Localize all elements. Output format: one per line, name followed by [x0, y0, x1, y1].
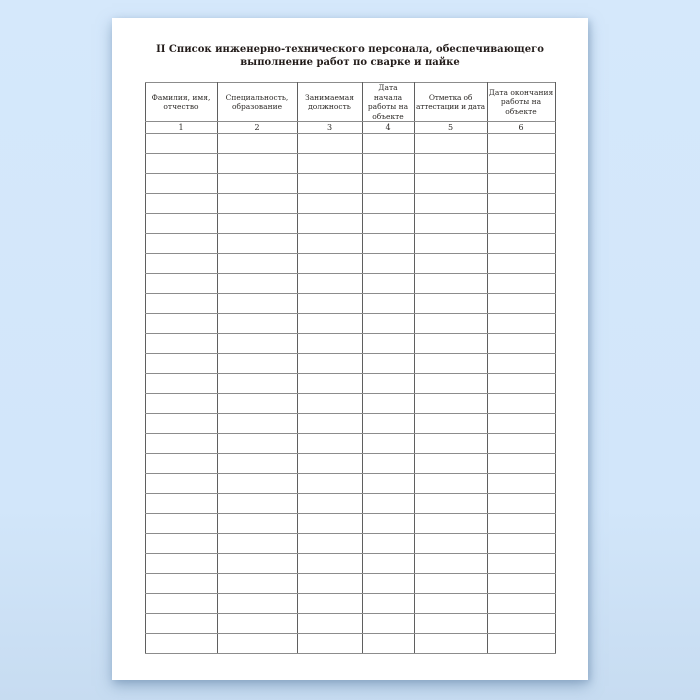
empty-cell: [297, 374, 362, 394]
empty-cell: [145, 334, 217, 354]
empty-cell: [145, 294, 217, 314]
empty-cell: [297, 334, 362, 354]
column-number-cell: 3: [297, 122, 362, 134]
empty-cell: [414, 534, 487, 554]
empty-cell: [362, 214, 414, 234]
empty-cell: [362, 194, 414, 214]
empty-cell: [297, 434, 362, 454]
empty-cell: [414, 254, 487, 274]
empty-cell: [297, 254, 362, 274]
empty-cell: [297, 414, 362, 434]
table-row: [145, 574, 555, 594]
empty-cell: [487, 154, 555, 174]
column-number-cell: 5: [414, 122, 487, 134]
empty-cell: [217, 514, 297, 534]
empty-cell: [217, 274, 297, 294]
empty-cell: [217, 354, 297, 374]
empty-cell: [487, 174, 555, 194]
empty-cell: [487, 194, 555, 214]
empty-cell: [145, 594, 217, 614]
empty-cell: [414, 154, 487, 174]
empty-cell: [362, 514, 414, 534]
empty-cell: [145, 474, 217, 494]
empty-cell: [362, 174, 414, 194]
table-row: [145, 534, 555, 554]
empty-cell: [414, 354, 487, 374]
empty-cell: [362, 134, 414, 154]
empty-cell: [145, 374, 217, 394]
empty-cell: [217, 374, 297, 394]
empty-cell: [145, 174, 217, 194]
empty-cell: [217, 414, 297, 434]
empty-cell: [145, 494, 217, 514]
column-header: Дата окончания работы на объекте: [487, 83, 555, 122]
empty-cell: [297, 634, 362, 654]
empty-cell: [487, 514, 555, 534]
empty-cell: [362, 574, 414, 594]
empty-cell: [487, 434, 555, 454]
empty-cell: [487, 614, 555, 634]
empty-cell: [217, 574, 297, 594]
empty-cell: [487, 314, 555, 334]
table-row: [145, 414, 555, 434]
empty-cell: [217, 454, 297, 474]
number-row: [145, 122, 555, 134]
empty-cell: [297, 614, 362, 634]
table-row: [145, 234, 555, 254]
table-row: [145, 514, 555, 534]
empty-cell: [362, 394, 414, 414]
empty-cell: [362, 274, 414, 294]
empty-cell: [297, 354, 362, 374]
empty-cell: [487, 474, 555, 494]
table-row: [145, 394, 555, 414]
empty-cell: [414, 474, 487, 494]
empty-cell: [362, 454, 414, 474]
empty-cell: [217, 134, 297, 154]
empty-cell: [414, 174, 487, 194]
empty-cell: [414, 334, 487, 354]
empty-cell: [297, 234, 362, 254]
empty-cell: [297, 594, 362, 614]
empty-cell: [217, 314, 297, 334]
empty-cell: [362, 414, 414, 434]
empty-cell: [297, 294, 362, 314]
empty-cell: [145, 454, 217, 474]
empty-cell: [297, 534, 362, 554]
empty-cell: [362, 614, 414, 634]
empty-cell: [145, 534, 217, 554]
empty-cell: [217, 214, 297, 234]
column-number-cell: 1: [145, 122, 217, 134]
table-row: [145, 174, 555, 194]
empty-cell: [414, 574, 487, 594]
empty-cell: [414, 494, 487, 514]
empty-cell: [297, 514, 362, 534]
empty-cell: [487, 134, 555, 154]
empty-cell: [145, 254, 217, 274]
empty-cell: [487, 454, 555, 474]
empty-cell: [487, 254, 555, 274]
empty-cell: [297, 394, 362, 414]
empty-cell: [145, 234, 217, 254]
empty-cell: [487, 374, 555, 394]
empty-cell: [217, 434, 297, 454]
empty-cell: [297, 454, 362, 474]
empty-cell: [145, 614, 217, 634]
empty-cell: [297, 214, 362, 234]
empty-cell: [414, 314, 487, 334]
table-row: [145, 254, 555, 274]
empty-cell: [362, 234, 414, 254]
empty-cell: [145, 554, 217, 574]
empty-cell: [217, 614, 297, 634]
table-row: [145, 154, 555, 174]
empty-cell: [362, 334, 414, 354]
table-row: [145, 294, 555, 314]
empty-cell: [487, 394, 555, 414]
empty-cell: [145, 634, 217, 654]
empty-cell: [217, 474, 297, 494]
table-body: [145, 134, 555, 654]
empty-cell: [362, 354, 414, 374]
empty-cell: [217, 174, 297, 194]
empty-cell: [487, 554, 555, 574]
empty-cell: [487, 294, 555, 314]
empty-cell: [217, 234, 297, 254]
table-row: [145, 314, 555, 334]
empty-cell: [414, 274, 487, 294]
empty-cell: [217, 194, 297, 214]
empty-cell: [145, 154, 217, 174]
empty-cell: [414, 194, 487, 214]
empty-cell: [297, 554, 362, 574]
empty-cell: [487, 274, 555, 294]
empty-cell: [414, 554, 487, 574]
empty-cell: [145, 514, 217, 534]
empty-cell: [487, 494, 555, 514]
empty-cell: [217, 334, 297, 354]
empty-cell: [362, 374, 414, 394]
column-header: Специальность, образование: [217, 83, 297, 122]
empty-cell: [145, 394, 217, 414]
empty-cell: [145, 574, 217, 594]
empty-cell: [414, 214, 487, 234]
empty-cell: [487, 594, 555, 614]
empty-cell: [145, 354, 217, 374]
empty-cell: [414, 234, 487, 254]
empty-cell: [362, 554, 414, 574]
empty-cell: [145, 414, 217, 434]
empty-cell: [217, 634, 297, 654]
table-row: [145, 554, 555, 574]
table-row: [145, 334, 555, 354]
column-header: Фамилия, имя, отчество: [145, 83, 217, 122]
empty-cell: [145, 214, 217, 234]
empty-cell: [414, 414, 487, 434]
table-row: [145, 374, 555, 394]
column-number-cell: 2: [217, 122, 297, 134]
empty-cell: [414, 394, 487, 414]
empty-cell: [217, 494, 297, 514]
empty-cell: [487, 334, 555, 354]
empty-cell: [297, 174, 362, 194]
document-page: [112, 18, 588, 680]
empty-cell: [145, 134, 217, 154]
column-number-cell: 4: [362, 122, 414, 134]
empty-cell: [362, 494, 414, 514]
empty-cell: [362, 254, 414, 274]
empty-cell: [217, 254, 297, 274]
empty-cell: [414, 134, 487, 154]
table-row: [145, 434, 555, 454]
table-row: [145, 214, 555, 234]
table-row: [145, 354, 555, 374]
empty-cell: [297, 274, 362, 294]
empty-cell: [297, 574, 362, 594]
table-row: [145, 134, 555, 154]
empty-cell: [297, 474, 362, 494]
empty-cell: [487, 574, 555, 594]
personnel-table: [145, 82, 556, 654]
empty-cell: [362, 434, 414, 454]
empty-cell: [362, 534, 414, 554]
empty-cell: [297, 134, 362, 154]
document-title: II Список инженерно-технического персонала, обеспечивающего выполнение работ по сварке и пайке: [156, 44, 544, 68]
empty-cell: [145, 274, 217, 294]
empty-cell: [297, 194, 362, 214]
empty-cell: [297, 494, 362, 514]
table-row: [145, 494, 555, 514]
empty-cell: [145, 314, 217, 334]
column-header: Отметка об аттестации и дата: [414, 83, 487, 122]
column-header: Занимаемая должность: [297, 83, 362, 122]
table-head: [145, 83, 555, 134]
empty-cell: [414, 614, 487, 634]
empty-cell: [487, 634, 555, 654]
empty-cell: [362, 154, 414, 174]
empty-cell: [145, 434, 217, 454]
table-row: [145, 614, 555, 634]
table-row: [145, 594, 555, 614]
empty-cell: [487, 354, 555, 374]
empty-cell: [487, 534, 555, 554]
empty-cell: [145, 194, 217, 214]
empty-cell: [362, 594, 414, 614]
empty-cell: [297, 314, 362, 334]
empty-cell: [217, 534, 297, 554]
column-header: Дата начала работы на объекте: [362, 83, 414, 122]
empty-cell: [414, 294, 487, 314]
empty-cell: [362, 294, 414, 314]
empty-cell: [414, 634, 487, 654]
empty-cell: [414, 454, 487, 474]
table-row: [145, 274, 555, 294]
column-number-cell: 6: [487, 122, 555, 134]
table-row: [145, 194, 555, 214]
empty-cell: [487, 234, 555, 254]
empty-cell: [362, 634, 414, 654]
empty-cell: [414, 374, 487, 394]
empty-cell: [217, 394, 297, 414]
empty-cell: [414, 434, 487, 454]
empty-cell: [487, 414, 555, 434]
table-row: [145, 474, 555, 494]
empty-cell: [414, 594, 487, 614]
empty-cell: [297, 154, 362, 174]
empty-cell: [217, 554, 297, 574]
empty-cell: [217, 154, 297, 174]
table-row: [145, 454, 555, 474]
header-row: [145, 83, 555, 122]
empty-cell: [217, 294, 297, 314]
empty-cell: [217, 594, 297, 614]
empty-cell: [362, 314, 414, 334]
empty-cell: [414, 514, 487, 534]
empty-cell: [362, 474, 414, 494]
table-row: [145, 634, 555, 654]
empty-cell: [487, 214, 555, 234]
